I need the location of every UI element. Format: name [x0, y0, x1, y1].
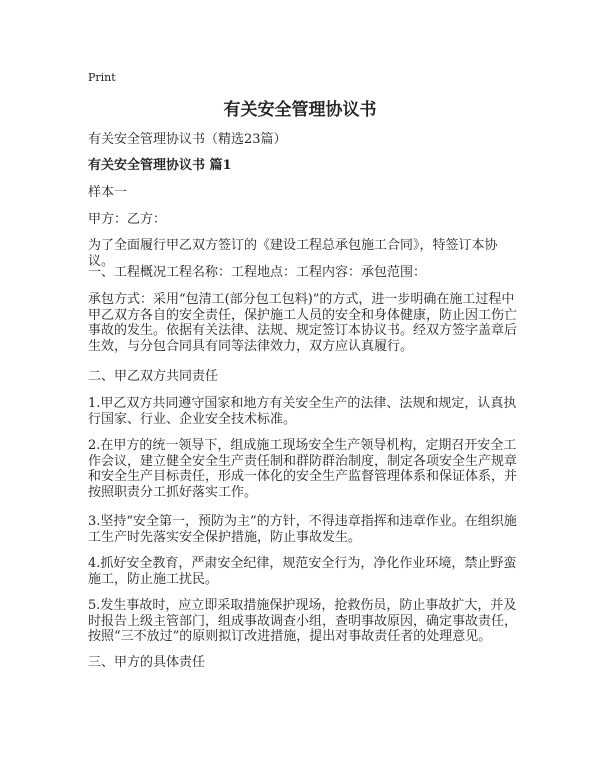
paragraph: 4.抓好安全教育，严肃安全纪律，规范安全行为，净化作业环境，禁止野蛮施工，防止施工扰民。 [88, 556, 517, 587]
print-label: Print [88, 71, 116, 84]
paragraph: 为了全面履行甲乙双方签订的《建设工程总承包施工合同》，特签订本协议。 [88, 238, 498, 269]
document-subtitle: 有关安全管理协议书（精选23篇） [88, 132, 287, 147]
paragraph: 一、工程概况工程名称：工程地点：工程内容：承包范围： [88, 265, 427, 280]
paragraph: 二、甲乙双方共同责任 [88, 369, 219, 384]
paragraph: 1.甲乙双方共同遵守国家和地方有关安全生产的法律、法规和规定，认真执行国家、行业、企业安全技术标准。 [88, 396, 517, 427]
section-heading: 有关安全管理协议书 篇1 [88, 158, 232, 173]
paragraph: 承包方式：采用“包清工(部分包工包料)”的方式，进一步明确在施工过程中甲乙双方各自的安全责任，保护施工人员的安全和身体健康，防止因工伤亡事故的发生。依据有关法律、法规、规定签订本协议书。经双方签字盖章后生效，与分包合同具有同等法律效力，双方应认真履行。 [88, 292, 518, 354]
paragraph: 5.发生事故时，应立即采取措施保护现场，抢救伤员，防止事故扩大，并及时报告上级主管部门，组成事故调查小组，查明事故原因，确定事故责任，按照“三不放过”的原则拟订改进措施，提出对事故责任者的处理意见。 [88, 598, 518, 645]
paragraph: 甲方：乙方： [88, 212, 167, 227]
paragraph: 3.坚持“安全第一，预防为主”的方针，不得违章指挥和违章作业。在组织施工生产时先落实安全保护措施，防止事故发生。 [88, 514, 517, 545]
paragraph: 样本一 [88, 185, 128, 200]
paragraph: 2.在甲方的统一领导下，组成施工现场安全生产领导机构，定期召开安全工作会议，建立健全安全生产责任制和群防群治制度，制定各项安全生产规章和安全生产目标责任，形成一体化的安全生产监督管理体系和保证体系，并按照职责分工抓好落实工作。 [88, 438, 518, 500]
paragraph: 三、甲方的具体责任 [88, 655, 206, 670]
document-title: 有关安全管理协议书 [223, 100, 377, 120]
